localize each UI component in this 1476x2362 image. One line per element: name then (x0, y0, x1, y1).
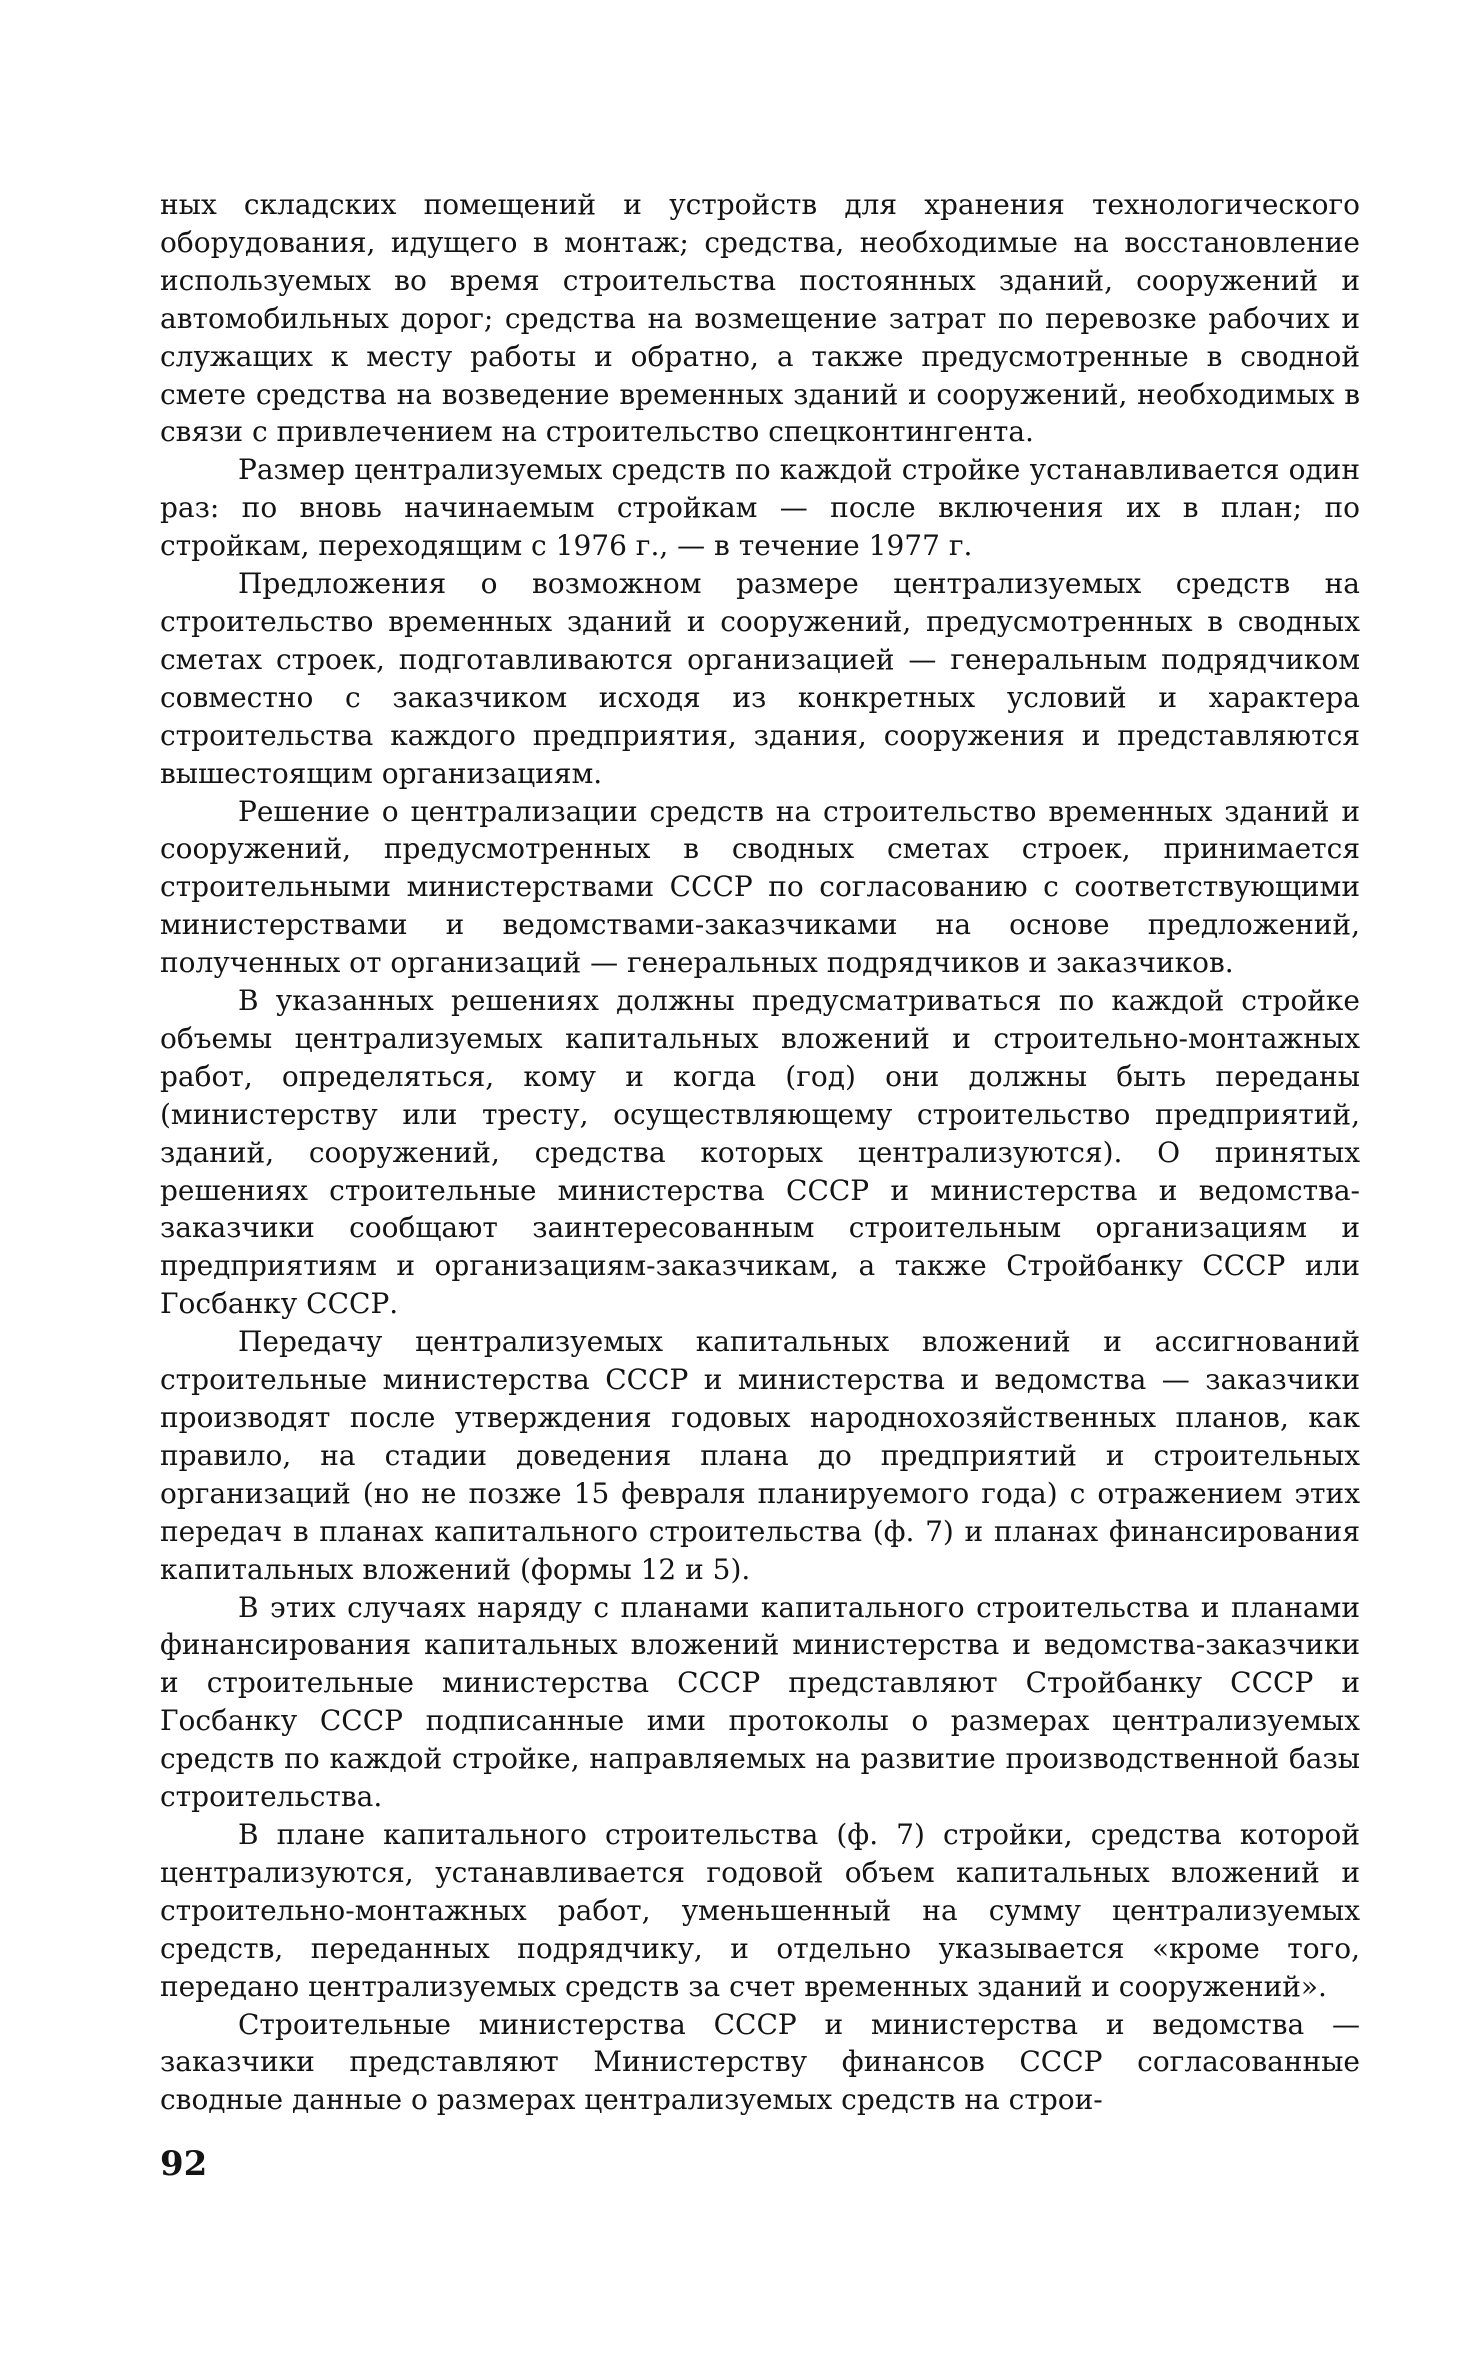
paragraph: Размер централизуемых средств по каждой стройке устанавливается один раз: по вновь начинаемым стройкам — после включения их в план; по стройкам, переходящим с 1976 г., — в течение 1977 г. (160, 453, 1360, 563)
paragraph-continuation: ных складских помещений и устройств для хранения технологического оборудования, идущего в монтаж; средства, необходимые на восстановление используемых во время строительства постоянных зданий, сооружений и автомобильных дорог; средства на возмещение затрат по перевозке рабочих и служащих к месту работы и обратно, а также предусмотренные в сводной смете средства на возведение временных зданий и сооружений, необходимых в связи с привлечением на строительство спецконтингента. (160, 188, 1360, 449)
paragraph: В этих случаях наряду с планами капитального строительства и планами финансирования капитальных вложений министерства и ведомства-заказчики и строительные министерства СССР представляют Стройбанку СССР и Госбанку СССР подписанные ими протоколы о размерах централизуемых средств по каждой стройке, направляемых на развитие производственной базы строительства. (160, 1590, 1360, 1814)
page-number: 92 (160, 2144, 208, 2184)
paragraph: Строительные министерства СССР и министерства и ведомства — заказчики представляют Министерству финансов СССР согласованные сводные данные о размерах централизуемых средств на строи- (160, 2007, 1360, 2117)
paragraph: В указанных решениях должны предусматриваться по каждой стройке объемы централизуемых капитальных вложений и строительно-монтажных работ, определяться, кому и когда (год) они должны быть переданы (министерству или тресту, осуществляющему строительство предприятий, зданий, сооружений, средства которых централизуются). О принятых решениях строительные министерства СССР и министерства и ведомства-заказчики сообщают заинтересованным строительным организациям и предприятиям и организациям-заказчикам, а также Стройбанку СССР или Госбанку СССР. (160, 984, 1360, 1321)
paragraph: В плане капитального строительства (ф. 7) стройки, средства которой централизуются, устанавливается годовой объем капитальных вложений и строительно-монтажных работ, уменьшенный на сумму централизуемых средств, переданных подрядчику, и отдельно указывается «кроме того, передано централизуемых средств за счет временных зданий и сооружений». (160, 1817, 1360, 2003)
paragraph: Передачу централизуемых капитальных вложений и ассигнований строительные министерства СССР и министерства и ведомства — заказчики производят после утверждения годовых народнохозяйственных планов, как правило, на стадии доведения плана до предприятий и строительных организаций (но не позже 15 февраля планируемого года) с отражением этих передач в планах капитального строительства (ф. 7) и планах финансирования капитальных вложений (формы 12 и 5). (160, 1325, 1360, 1586)
page-body (160, 186, 1360, 2119)
paragraph: Предложения о возможном размере централизуемых средств на строительство временных зданий и сооружений, предусмотренных в сводных сметах строек, подготавливаются организацией — генеральным подрядчиком совместно с заказчиком исходя из конкретных условий и характера строительства каждого предприятия, здания, сооружения и представляются вышестоящим организациям. (160, 567, 1360, 790)
paragraph: Решение о централизации средств на строительство временных зданий и сооружений, предусмотренных в сводных сметах строек, принимается строительными министерствами СССР по согласованию с соответствующими министерствами и ведомствами-заказчиками на основе предложений, полученных от организаций — генеральных подрядчиков и заказчиков. (160, 794, 1360, 980)
